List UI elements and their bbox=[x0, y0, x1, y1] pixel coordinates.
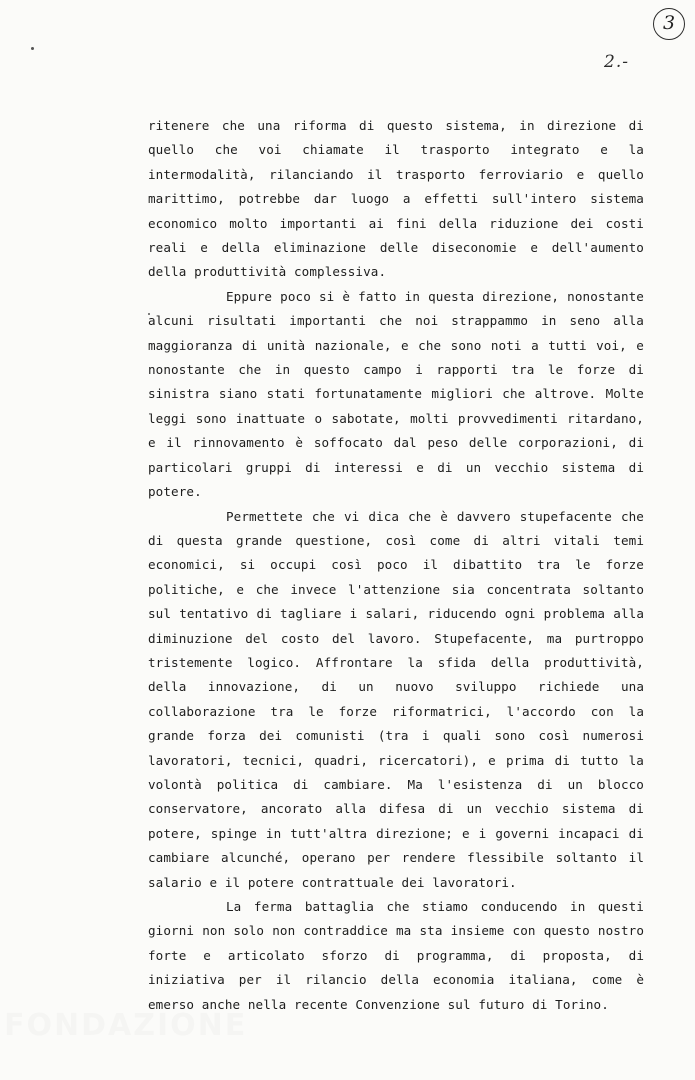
scan-speck bbox=[31, 47, 34, 50]
paragraph: Permettete che vi dica che è davvero stupefacente che di questa grande questione, così come di altri vitali temi economici, si occupi così poco il dibattito tra le forze politiche, e che invece l'attenzione sia concentrata soltanto sul tentativo di tagliare i salari, riducendo ogni problema alla diminuzione del costo del lavoro. Stupefacente, ma purtroppo tristemente logico. Affrontare la sfida della produttività, della innovazione, di un nuovo sviluppo richiede una collaborazione tra le forze riformatrici, l'accordo con la grande forza dei comunisti (tra i quali sono così numerosi lavoratori, tecnici, quadri, ricercatori), e prima di tutto la volontà politica di cambiare. Ma l'esistenza di un blocco conservatore, ancorato alla difesa di un vecchio sistema di potere, spinge in tutt'altra direzione; e i governi incapaci di cambiare alcunché, operano per rendere flessibile soltanto il salario e il potere contrattuale dei lavoratori. bbox=[148, 508, 644, 890]
paragraph: ritenere che una riforma di questo sistema, in direzione di quello che voi chiamate il trasporto integrato e la intermodalità, rilanciando il trasporto ferroviario e quello marittimo, potrebbe dar luogo a effetti sull'intero sistema economico molto importanti ai fini della riduzione dei costi reali e della eliminazione delle diseconomie e dell'aumento della produttività complessiva. bbox=[148, 118, 644, 280]
page-number: 2.- bbox=[604, 52, 629, 72]
document-body bbox=[148, 114, 644, 1017]
circled-page-number: 3 bbox=[653, 8, 685, 40]
archive-watermark: FONDAZIONE bbox=[4, 1008, 248, 1043]
paragraph: Eppure poco si è fatto in questa direzione, nonostante alcuni risultati importanti che noi strappammo in seno alla maggioranza di unità nazionale, e che sono noti a tutti voi, e nonostante che in questo campo i rapporti tra le forze di sinistra siano stati fortunatamente migliori che altrove. Molte leggi sono inattuate o sabotate, molti provvedimenti ritardano, e il rinnovamento è soffocato dal peso delle corporazioni, di particolari gruppi di interessi e di un vecchio sistema di potere. bbox=[148, 288, 644, 500]
paragraph: La ferma battaglia che stiamo conducendo in questi giorni non solo non contraddice ma sta insieme con questo nostro forte e articolato sforzo di programma, di proposta, di iniziativa per il rilancio della economia italiana, come è emerso anche nella recente Convenzione sul futuro di Torino. bbox=[148, 899, 644, 1012]
